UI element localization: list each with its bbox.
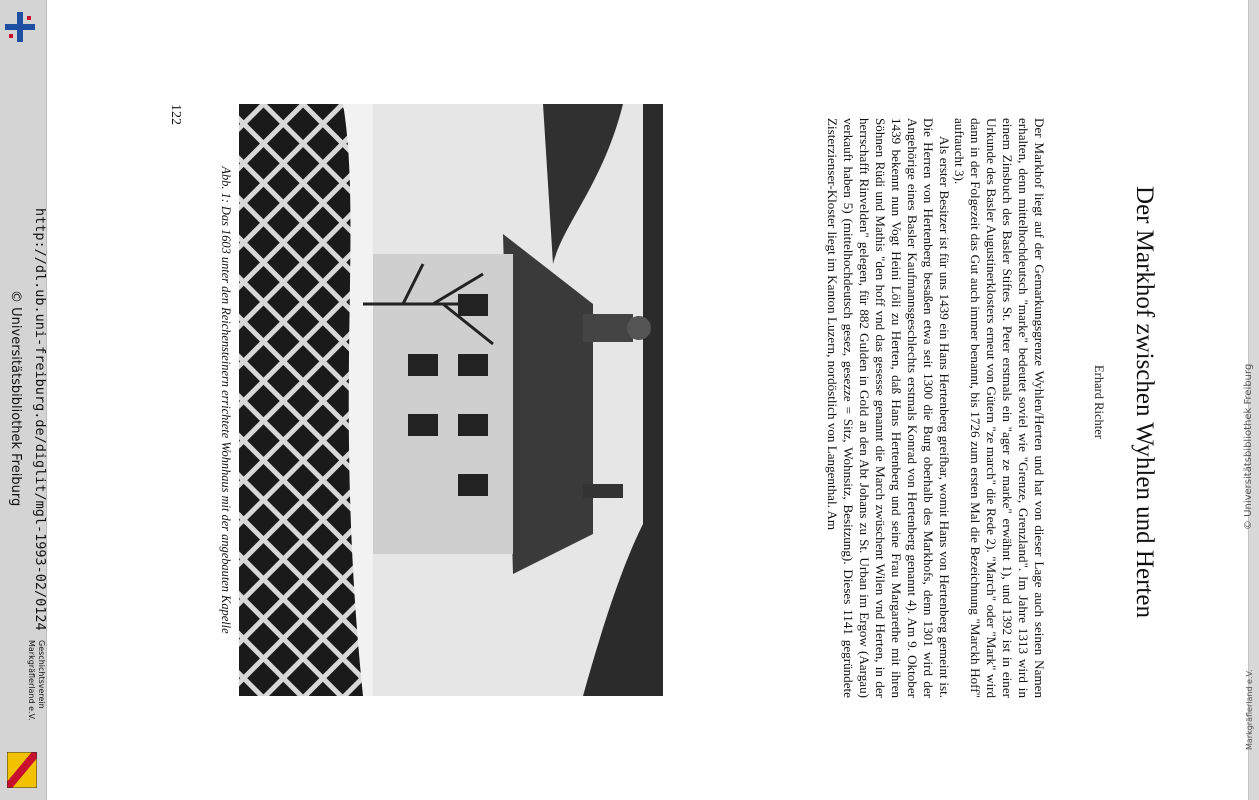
paragraph-2: Als erster Besitzer ist für uns 1439 ein Hans Hertenberg greifbar, womit Hans von Hertenberg gemeint ist. Die Herren von Hertenberg besaßen etwa seit 1300 die Burg oberhalb des Markhofs, denn 1301 wird der Angehörige eines Basler Kaufmannsgeschlechts erstmals Konrad von Hertenberg genannt 4). Am 9. Oktober 1439 bekennt nun Vogt Heini Löli zu Herten, daß Hans Hertenberg und seine Frau Margarethe mit ihren Söhnen Rüdi und Mathis "den hoff vnd das gesesse genannt die March zwüschent Wilen vnd Herten, in der herrschafft Rinvelden" gelegen, für 882 Gulden in Gold an den Abt Johans zu St. Urban im Ergow (Aargau) verkauft haben 5) (mittelhochdeutsch gesez, gesezze = Sitz, Wohnsitz, Besitzung). Dieses 1141 gegründete Zisterzienser-Kloster liegt im Kanton Luzern, nordöstlich von Langenthal. Am	[825, 118, 952, 698]
permalink-url[interactable]: http://dl.ub.uni-freiburg.de/diglit/mgl-1993-02/0124	[32, 208, 48, 631]
article-body	[824, 118, 1047, 698]
viewer-nav-icon[interactable]	[3, 10, 37, 44]
right-margin-publisher: Markgräflerland e.V.	[1245, 669, 1254, 750]
article-author: Erhard Richter	[1092, 365, 1106, 439]
right-margin-copyright: © Universitätsbibliothek Freiburg	[1243, 363, 1254, 530]
publisher-name	[26, 640, 46, 760]
photo-house-with-chapel	[239, 104, 663, 696]
library-copyright: © Universitätsbibliothek Freiburg	[8, 290, 23, 507]
article-title: Der Markhof zwischen Wyhlen und Herten	[1131, 186, 1158, 618]
photo-caption: Abb. 1: Das 1603 unter den Reichensteinern errichtete Wohnhaus mit der angebauten Kapelle	[219, 166, 233, 634]
paragraph-1: Der Markhof liegt auf der Gemarkungsgrenze Wyhlen/Herten und hat von dieser Lage auch seinen Namen erhalten, denn mittelhochdeutsch "marke" bedeutet soviel wie "Grenze, Grenzland". Im Jahre 1313 wird in einem Zinsbuch des Basler Stiftes St. Peter erstmals ein "ager ze marke" erwähnt 1), und 1392 ist in einer Urkunde des Basler Augustinerklosters erneut von Gütern "ze march" die Rede 2). "March" oder "Mark" wird dann in der Folgezeit das Gut auch immer benannt, bis 1726 zum ersten Mal die Bezeichnung "Marckh Hoff" auftaucht 3).	[952, 118, 1047, 698]
publisher-line-1: Geschichtsverein	[37, 640, 46, 709]
coat-of-arms-logo	[7, 752, 37, 788]
publisher-line-2: Markgräflerland e.V.	[27, 640, 36, 721]
page-number: 122	[168, 104, 183, 125]
